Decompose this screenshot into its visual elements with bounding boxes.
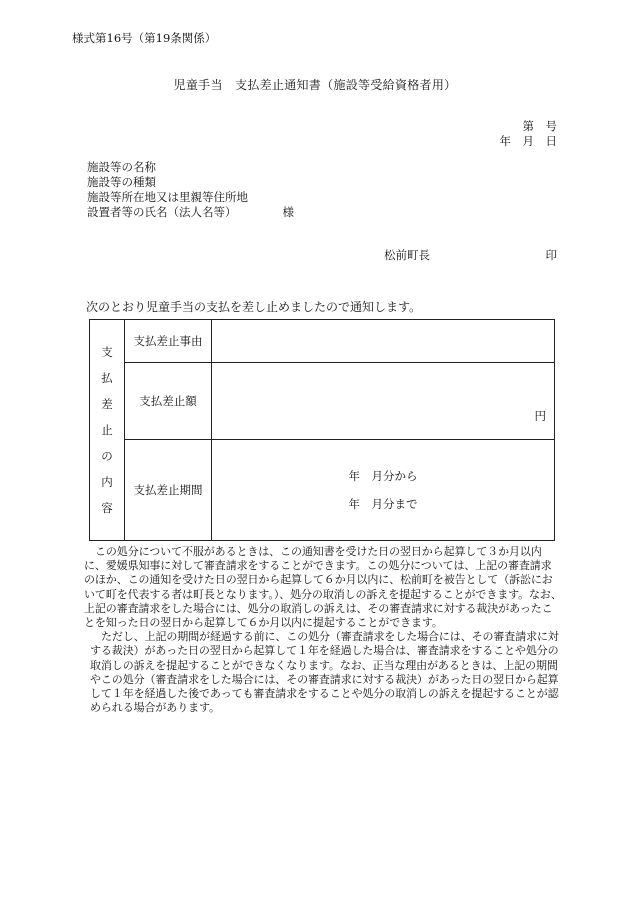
facility-address-label: 施設等所在地又は里親等住所地 bbox=[87, 190, 248, 204]
seal-mark: 印 bbox=[545, 248, 557, 262]
intro-text: 次のとおり児童手当の支払を差し止めましたので通知します。 bbox=[86, 300, 422, 314]
amount-label: 支払差止額 bbox=[125, 363, 212, 440]
reason-row bbox=[90, 320, 555, 363]
vertical-char: 支 bbox=[101, 345, 113, 359]
vertical-char: 払 bbox=[101, 371, 113, 385]
period-value bbox=[212, 440, 555, 541]
document-title: 児童手当 支払差止通知書（施設等受給資格者用） bbox=[173, 78, 457, 92]
vertical-char: 止 bbox=[101, 423, 113, 437]
facility-name-label: 施設等の名称 bbox=[87, 160, 156, 174]
reason-label: 支払差止事由 bbox=[125, 320, 212, 363]
vertical-char: の bbox=[101, 449, 113, 463]
notes-paragraph-2: ただし、上記の期間が経過する前に、この処分（審査請求をした場合には、その審査請求に対する裁決）があった日の翌日から起算して１年を経過した場合は、審査請求をすることや処分の取消しの訴えを提起することができなくなります。なお、正当な理由があるときは、上記の期間やこの処分（審査請求をした場合には、その審査請求に対する裁決）があった日の翌日から起算して１年を経過した後であっても審査請求をすることや処分の取消しの訴えを提起することが認められる場合があります。 bbox=[90, 630, 559, 715]
period-row bbox=[90, 440, 555, 541]
period-label: 支払差止期間 bbox=[125, 440, 212, 541]
vertical-char: 差 bbox=[101, 397, 113, 411]
notes-paragraph-1: この処分について不服があるときは、この通知書を受けた日の翌日から起算して３か月以内に、愛媛県知事に対して審査請求をすることができます。この処分については、上記の審査請求のほか、この通知を受けた日の翌日から起算して６か月以内に、松前町を被告として（訴訟において町を代表する者は町長となります。）、処分の取消しの訴えを提起することができます。なお、上記の審査請求をした場合には、処分の取消しの訴えは、その審査請求に対する裁決があったことを知った日の翌日から起算して６か月以内に提起することができます。 bbox=[84, 545, 562, 630]
amount-unit: 円 bbox=[534, 409, 546, 423]
period-from: 年 月分から bbox=[348, 469, 418, 483]
amount-row bbox=[90, 363, 555, 440]
form-number: 様式第16号（第19条関係） bbox=[72, 31, 217, 45]
suspension-table bbox=[89, 319, 555, 541]
period-to: 年 月分まで bbox=[348, 497, 418, 511]
honorific: 様 bbox=[282, 205, 294, 219]
document-number: 第 号 bbox=[522, 119, 557, 133]
reason-value bbox=[212, 320, 555, 363]
addressee-block bbox=[87, 160, 294, 220]
document-date: 年 月 日 bbox=[499, 134, 557, 148]
founder-name-row bbox=[87, 205, 294, 220]
vertical-char: 容 bbox=[101, 501, 113, 515]
founder-name-label: 設置者等の氏名（法人名等） bbox=[87, 205, 237, 219]
appeal-notes bbox=[84, 545, 562, 715]
amount-value bbox=[212, 363, 555, 440]
facility-type-label: 施設等の種類 bbox=[87, 175, 156, 189]
vertical-char: 内 bbox=[101, 475, 113, 489]
vertical-header bbox=[90, 320, 125, 541]
issuer-name: 松前町長 bbox=[384, 248, 430, 262]
